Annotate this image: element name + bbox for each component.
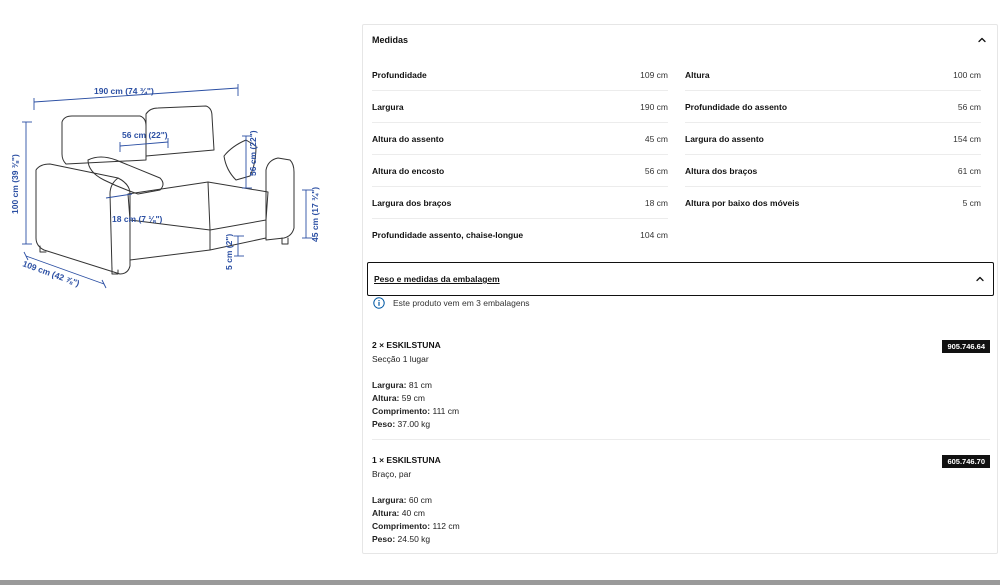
package-item <box>372 455 990 546</box>
spec-value: 24.50 kg <box>397 534 431 544</box>
package-spec-row <box>372 418 990 431</box>
package-subtitle: Secção 1 lugar <box>372 354 429 364</box>
dim-label-seat-depth: 56 cm (22") <box>122 130 168 140</box>
spec-label: Comprimento: <box>372 406 431 416</box>
dim-label-depth: 109 cm (42 ⅞") <box>21 258 81 289</box>
measurement-row <box>372 219 668 251</box>
measurement-label: Altura do encosto <box>372 165 445 176</box>
spec-value: 60 cm <box>408 495 433 505</box>
dim-label-back-height: 56 cm (22") <box>248 130 258 176</box>
measurements-right-column <box>685 59 981 219</box>
article-number-badge: 905.746.64 <box>942 340 990 353</box>
spec-label: Altura: <box>372 508 400 518</box>
package-specs <box>372 379 990 431</box>
article-number-badge: 605.746.70 <box>942 455 990 468</box>
measurement-value: 109 cm <box>640 69 668 80</box>
measurement-row <box>372 91 668 123</box>
measurement-row <box>372 155 668 187</box>
measurement-value: 154 cm <box>953 133 981 144</box>
measurement-value: 5 cm <box>962 198 981 208</box>
package-specs <box>372 494 990 546</box>
spec-label: Comprimento: <box>372 521 431 531</box>
measurement-value: 56 cm <box>644 165 668 176</box>
measurement-label: Altura <box>685 69 710 80</box>
dim-label-under-clearance: 5 cm (2") <box>224 233 234 270</box>
spec-value: 59 cm <box>401 393 425 403</box>
measurement-row <box>685 91 981 123</box>
packaging-info <box>373 297 530 309</box>
package-name: 1 × ESKILSTUNA <box>372 455 441 465</box>
measurement-label: Altura dos braços <box>685 165 758 176</box>
measurement-label: Profundidade <box>372 69 427 80</box>
measurement-row <box>685 123 981 155</box>
measurements-left-column <box>372 59 668 251</box>
measurement-row <box>372 187 668 219</box>
spec-value: 40 cm <box>401 508 425 518</box>
measurement-value: 61 cm <box>957 165 981 176</box>
package-item <box>372 340 990 431</box>
measurement-label: Largura dos braços <box>372 197 452 208</box>
measurement-value: 56 cm <box>957 101 981 112</box>
packaging-title: Peso e medidas da embalagem <box>374 274 500 284</box>
dim-label-width: 190 cm (74 ¾") <box>94 86 154 96</box>
package-spec-row <box>372 405 990 418</box>
measurements-accordion-header[interactable] <box>363 25 997 55</box>
package-divider <box>372 439 990 440</box>
measurements-title: Medidas <box>372 35 409 45</box>
spec-label: Peso: <box>372 534 396 544</box>
spec-value: 112 cm <box>432 521 460 531</box>
measurement-row <box>685 187 981 219</box>
package-spec-row <box>372 533 990 546</box>
measurement-value: 190 cm <box>640 101 668 112</box>
spec-label: Peso: <box>372 419 396 429</box>
measurement-value: 18 cm <box>644 197 668 208</box>
package-spec-row <box>372 494 990 507</box>
measurement-label: Altura por baixo dos móveis <box>685 198 800 208</box>
measurement-value: 100 cm <box>953 69 981 80</box>
measurement-label: Altura do assento <box>372 133 444 144</box>
package-spec-row <box>372 520 990 533</box>
spec-value: 111 cm <box>432 406 460 416</box>
info-icon <box>373 297 385 309</box>
measurement-row <box>372 59 668 91</box>
sofa-dimension-diagram <box>0 60 340 300</box>
measurement-label: Largura do assento <box>685 133 764 144</box>
spec-label: Altura: <box>372 393 400 403</box>
package-spec-row <box>372 379 990 392</box>
spec-label: Largura: <box>372 380 407 390</box>
package-subtitle: Braço, par <box>372 469 412 479</box>
measurement-row <box>372 123 668 155</box>
package-name: 2 × ESKILSTUNA <box>372 340 441 350</box>
packaging-accordion-header[interactable] <box>367 262 994 296</box>
sofa-drawing <box>0 60 340 300</box>
package-spec-row <box>372 507 990 520</box>
measurements-panel <box>362 24 998 554</box>
spec-label: Largura: <box>372 495 407 505</box>
measurement-label: Profundidade assento, chaise-longue <box>372 230 524 240</box>
bottom-scrollbar-edge <box>0 580 1000 585</box>
measurement-row <box>685 155 981 187</box>
dim-label-total-height: 100 cm (39 ⅜") <box>10 154 20 214</box>
dim-label-seat-height: 45 cm (17 ¾") <box>310 186 320 242</box>
measurement-row <box>685 59 981 91</box>
measurement-label: Largura <box>372 101 404 112</box>
measurement-value: 104 cm <box>640 230 668 240</box>
package-spec-row <box>372 392 990 405</box>
spec-value: 81 cm <box>408 380 433 390</box>
measurement-value: 45 cm <box>644 133 668 144</box>
chevron-up-icon[interactable] <box>975 274 985 284</box>
spec-value: 37.00 kg <box>397 419 431 429</box>
packaging-info-text: Este produto vem em 3 embalagens <box>393 298 530 308</box>
dim-label-arm-width: 18 cm (7 ⅛") <box>112 214 163 224</box>
measurement-label: Profundidade do assento <box>685 101 788 112</box>
chevron-up-icon[interactable] <box>977 35 987 45</box>
